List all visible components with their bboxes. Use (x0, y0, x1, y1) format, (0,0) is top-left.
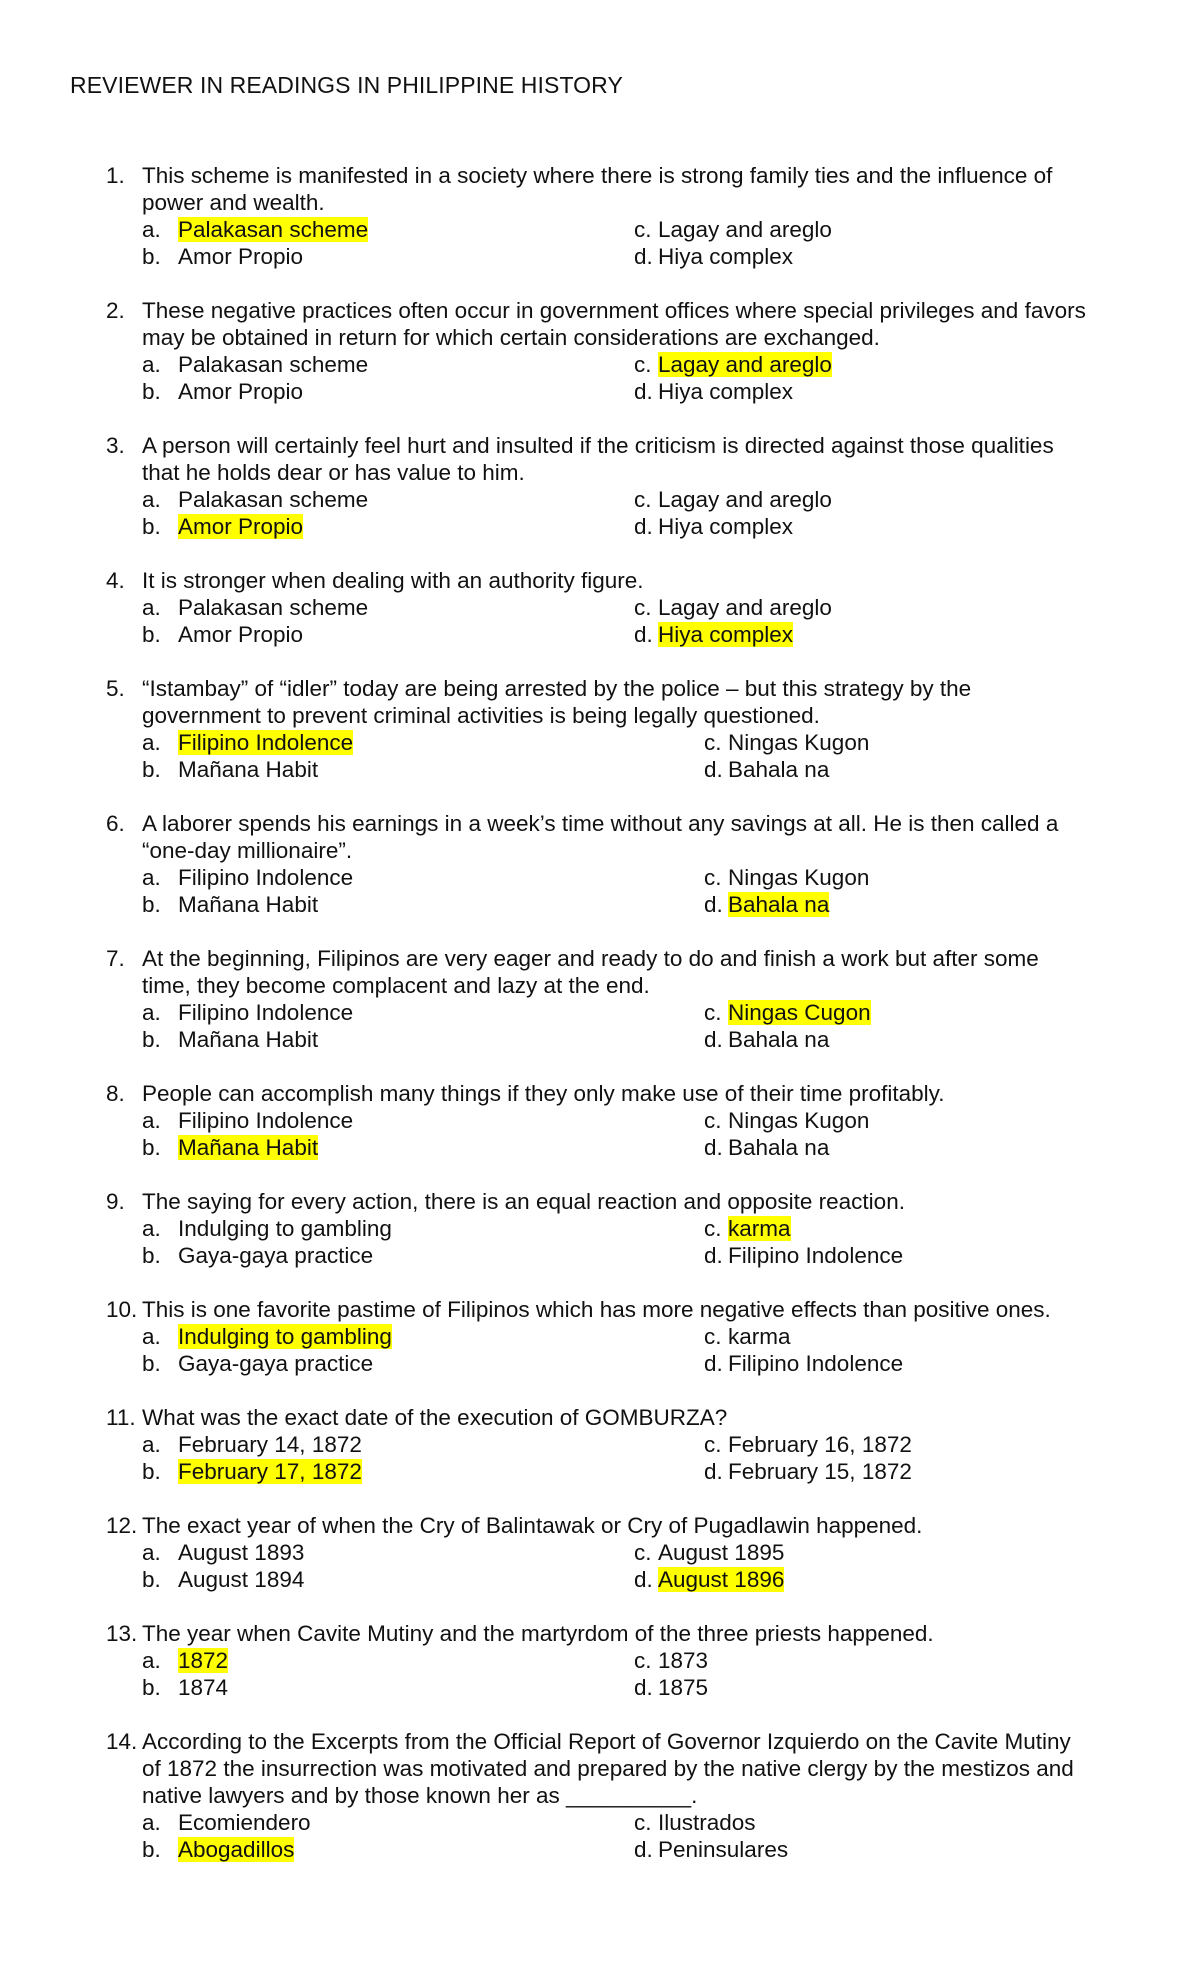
highlighted-answer: August 1896 (658, 1567, 785, 1592)
choice-letter: d. (634, 244, 653, 269)
choice-c (634, 486, 832, 513)
highlighted-answer: Abogadillos (178, 1837, 295, 1862)
choice-letter: b. (142, 1675, 161, 1700)
choice-c (634, 1647, 708, 1674)
question-number: 10. (106, 1297, 138, 1322)
highlighted-answer: karma (728, 1216, 791, 1241)
choice-a (142, 216, 368, 243)
choice-letter: a. (142, 730, 161, 755)
choice-c (634, 1539, 784, 1566)
question-text: of 1872 the insurrection was motivated and prepared by the native clergy by the mestizos and (142, 1756, 1074, 1781)
question-text: A laborer spends his earnings in a week’s time without any savings at all. He is then called a (142, 811, 1059, 836)
choice-letter: c. (634, 1810, 652, 1835)
choice-text: Ecomiendero (178, 1810, 311, 1835)
choice-d (704, 1134, 829, 1161)
choice-text: Ningas Kugon (728, 1108, 870, 1133)
choice-letter: c. (634, 595, 652, 620)
choice-letter: b. (142, 1351, 161, 1376)
highlighted-answer: 1872 (178, 1648, 229, 1673)
choice-letter: c. (634, 352, 652, 377)
choice-text: Lagay and areglo (658, 487, 832, 512)
highlighted-answer: February 17, 1872 (178, 1459, 362, 1484)
choice-text: 1873 (658, 1648, 709, 1673)
choice-text: 1875 (658, 1675, 709, 1700)
choice-letter: d. (704, 1351, 723, 1376)
choice-b (142, 1350, 373, 1377)
choice-d (704, 1458, 912, 1485)
question-number: 6. (106, 811, 125, 836)
choice-letter: b. (142, 1459, 161, 1484)
choice-letter: c. (704, 865, 722, 890)
choice-a (142, 999, 353, 1026)
choice-letter: d. (634, 1837, 653, 1862)
highlighted-answer: Filipino Indolence (178, 730, 354, 755)
choice-text: Bahala na (728, 757, 830, 782)
choice-d (634, 1566, 784, 1593)
choice-d (634, 378, 793, 405)
choice-letter: b. (142, 757, 161, 782)
choice-d (704, 1350, 903, 1377)
choice-letter: b. (142, 622, 161, 647)
question-number: 5. (106, 676, 125, 701)
choice-letter: c. (704, 1108, 722, 1133)
choice-d (634, 621, 793, 648)
choice-letter: b. (142, 1837, 161, 1862)
question-number: 12. (106, 1513, 138, 1538)
choice-letter: d. (634, 1675, 653, 1700)
choice-a (142, 486, 368, 513)
choice-text: Hiya complex (658, 379, 794, 404)
choice-letter: a. (142, 217, 161, 242)
choice-text: Ilustrados (658, 1810, 756, 1835)
choice-c (634, 216, 832, 243)
choice-letter: c. (634, 217, 652, 242)
question-text: time, they become complacent and lazy at the end. (142, 973, 650, 998)
choice-text: Palakasan scheme (178, 487, 369, 512)
choice-text: Mañana Habit (178, 892, 319, 917)
choice-letter: b. (142, 1135, 161, 1160)
choice-text: February 16, 1872 (728, 1432, 912, 1457)
choice-text: 1874 (178, 1675, 229, 1700)
choice-b (142, 891, 318, 918)
question-number: 1. (106, 163, 125, 188)
choice-text: Gaya-gaya practice (178, 1243, 374, 1268)
choice-a (142, 1539, 304, 1566)
choice-d (704, 1026, 829, 1053)
highlighted-answer: Mañana Habit (178, 1135, 319, 1160)
choice-d (634, 1674, 708, 1701)
choice-letter: c. (704, 1000, 722, 1025)
choice-letter: a. (142, 352, 161, 377)
choice-c (704, 729, 869, 756)
choice-text: Amor Propio (178, 244, 304, 269)
question-number: 7. (106, 946, 125, 971)
choice-letter: a. (142, 1108, 161, 1133)
question-text: This is one favorite pastime of Filipinos which has more negative effects than positive ones. (142, 1297, 1051, 1322)
choice-letter: a. (142, 1000, 161, 1025)
choice-letter: a. (142, 487, 161, 512)
choice-a (142, 1215, 392, 1242)
choice-letter: b. (142, 379, 161, 404)
choice-text: Filipino Indolence (178, 1108, 354, 1133)
choice-b (142, 378, 303, 405)
question-number: 4. (106, 568, 125, 593)
document-title: REVIEWER IN READINGS IN PHILIPPINE HISTORY (70, 72, 623, 98)
question-text: government to prevent criminal activities is being legally questioned. (142, 703, 820, 728)
choice-b (142, 243, 303, 270)
choice-text: Hiya complex (658, 514, 794, 539)
choice-text: February 15, 1872 (728, 1459, 912, 1484)
question-number: 8. (106, 1081, 125, 1106)
question-text: power and wealth. (142, 190, 325, 215)
choice-c (704, 1107, 869, 1134)
choice-letter: b. (142, 244, 161, 269)
choice-text: Filipino Indolence (178, 865, 354, 890)
choice-letter: d. (634, 622, 653, 647)
choice-text: February 14, 1872 (178, 1432, 362, 1457)
choice-text: Filipino Indolence (728, 1243, 904, 1268)
choice-d (634, 243, 793, 270)
choice-letter: d. (704, 757, 723, 782)
choice-letter: c. (704, 1432, 722, 1457)
choice-letter: a. (142, 1432, 161, 1457)
choice-text: Palakasan scheme (178, 595, 369, 620)
choice-a (142, 594, 368, 621)
question-number: 3. (106, 433, 125, 458)
choice-a (142, 1647, 228, 1674)
question-text: “Istambay” of “idler” today are being arrested by the police – but this strategy by the (142, 676, 972, 701)
choice-text: Hiya complex (658, 244, 794, 269)
question-number: 13. (106, 1621, 138, 1646)
choice-d (704, 756, 829, 783)
choice-b (142, 1242, 373, 1269)
highlighted-answer: Indulging to gambling (178, 1324, 392, 1349)
choice-letter: a. (142, 1324, 161, 1349)
choice-text: Indulging to gambling (178, 1216, 392, 1241)
choice-letter: b. (142, 892, 161, 917)
choice-text: Filipino Indolence (728, 1351, 904, 1376)
choice-text: Ningas Kugon (728, 865, 870, 890)
question-text: This scheme is manifested in a society where there is strong family ties and the influence of (142, 163, 1053, 188)
highlighted-answer: Amor Propio (178, 514, 304, 539)
choice-a (142, 1107, 353, 1134)
choice-letter: c. (634, 487, 652, 512)
question-text: According to the Excerpts from the Official Report of Governor Izquierdo on the Cavite Mutiny (142, 1729, 1071, 1754)
choice-b (142, 1134, 318, 1161)
choice-letter: d. (634, 379, 653, 404)
question-number: 2. (106, 298, 125, 323)
choice-letter: d. (704, 892, 723, 917)
choice-letter: b. (142, 514, 161, 539)
choice-text: Amor Propio (178, 622, 304, 647)
choice-b (142, 1026, 318, 1053)
question-number: 11. (106, 1405, 136, 1430)
choice-text: Ningas Kugon (728, 730, 870, 755)
choice-a (142, 1323, 392, 1350)
choice-letter: d. (704, 1027, 723, 1052)
question-text: The saying for every action, there is an equal reaction and opposite reaction. (142, 1189, 905, 1214)
choice-b (142, 756, 318, 783)
choice-text: Bahala na (728, 1135, 830, 1160)
choice-b (142, 513, 303, 540)
question-text: What was the exact date of the execution of GOMBURZA? (142, 1405, 728, 1430)
choice-letter: d. (634, 1567, 653, 1592)
choice-text: Peninsulares (658, 1837, 789, 1862)
choice-b (142, 621, 303, 648)
choice-letter: b. (142, 1243, 161, 1268)
question-text: The exact year of when the Cry of Balintawak or Cry of Pugadlawin happened. (142, 1513, 923, 1538)
choice-a (142, 351, 368, 378)
choice-c (704, 1431, 912, 1458)
question-text: A person will certainly feel hurt and insulted if the criticism is directed against those qualities (142, 433, 1054, 458)
choice-text: Filipino Indolence (178, 1000, 354, 1025)
question-text: At the beginning, Filipinos are very eager and ready to do and finish a work but after some (142, 946, 1039, 971)
question-text: that he holds dear or has value to him. (142, 460, 525, 485)
choice-text: Lagay and areglo (658, 217, 832, 242)
question-text: The year when Cavite Mutiny and the martyrdom of the three priests happened. (142, 1621, 934, 1646)
choice-letter: a. (142, 865, 161, 890)
highlighted-answer: Bahala na (728, 892, 830, 917)
choice-c (634, 594, 832, 621)
choice-letter: a. (142, 1648, 161, 1673)
highlighted-answer: Ningas Cugon (728, 1000, 871, 1025)
choice-letter: d. (704, 1459, 723, 1484)
choice-a (142, 1809, 311, 1836)
choice-letter: a. (142, 1216, 161, 1241)
choice-d (634, 1836, 788, 1863)
question-text: native lawyers and by those known her as __________. (142, 1783, 698, 1808)
choice-letter: d. (704, 1243, 723, 1268)
choice-letter: b. (142, 1567, 161, 1592)
choice-letter: c. (704, 1324, 722, 1349)
choice-d (704, 891, 829, 918)
choice-letter: c. (704, 730, 722, 755)
choice-text: karma (728, 1324, 791, 1349)
choice-text: August 1893 (178, 1540, 305, 1565)
choice-c (634, 351, 832, 378)
choice-a (142, 729, 353, 756)
choice-letter: c. (634, 1540, 652, 1565)
choice-a (142, 864, 353, 891)
question-text: These negative practices often occur in government offices where special privileges and favors (142, 298, 1086, 323)
choice-letter: c. (634, 1648, 652, 1673)
choice-text: Mañana Habit (178, 1027, 319, 1052)
choice-c (704, 1323, 791, 1350)
choice-text: Lagay and areglo (658, 595, 832, 620)
question-number: 9. (106, 1189, 125, 1214)
highlighted-answer: Palakasan scheme (178, 217, 369, 242)
question-text: People can accomplish many things if they only make use of their time profitably. (142, 1081, 945, 1106)
choice-c (704, 864, 869, 891)
choice-text: Gaya-gaya practice (178, 1351, 374, 1376)
question-text: “one-day millionaire”. (142, 838, 353, 863)
choice-text: August 1894 (178, 1567, 305, 1592)
choice-text: August 1895 (658, 1540, 785, 1565)
choice-letter: c. (704, 1216, 722, 1241)
choice-d (704, 1242, 903, 1269)
choice-c (634, 1809, 756, 1836)
question-number: 14. (106, 1729, 138, 1754)
choice-b (142, 1674, 228, 1701)
choice-letter: b. (142, 1027, 161, 1052)
choice-text: Mañana Habit (178, 757, 319, 782)
choice-letter: d. (704, 1135, 723, 1160)
choice-letter: a. (142, 595, 161, 620)
highlighted-answer: Hiya complex (658, 622, 794, 647)
choice-c (704, 1215, 791, 1242)
choice-c (704, 999, 871, 1026)
choice-letter: d. (634, 514, 653, 539)
highlighted-answer: Lagay and areglo (658, 352, 832, 377)
choice-letter: a. (142, 1810, 161, 1835)
choice-d (634, 513, 793, 540)
question-text: may be obtained in return for which certain considerations are exchanged. (142, 325, 880, 350)
choice-b (142, 1566, 304, 1593)
choice-text: Bahala na (728, 1027, 830, 1052)
choice-b (142, 1458, 362, 1485)
question-text: It is stronger when dealing with an authority figure. (142, 568, 644, 593)
choice-b (142, 1836, 294, 1863)
choice-text: Amor Propio (178, 379, 304, 404)
choice-text: Palakasan scheme (178, 352, 369, 377)
choice-letter: a. (142, 1540, 161, 1565)
choice-a (142, 1431, 362, 1458)
